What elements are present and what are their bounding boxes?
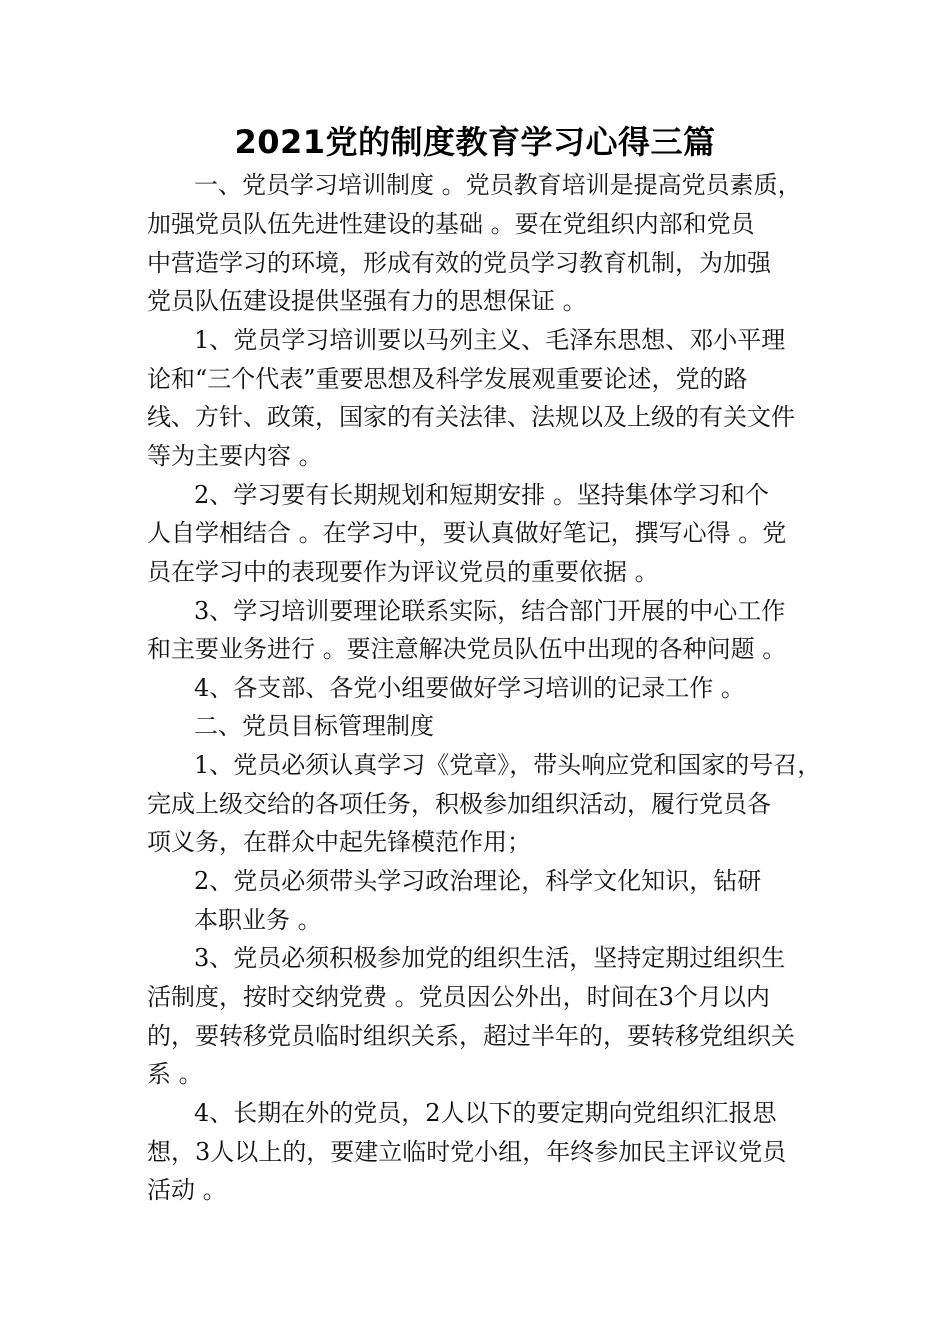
- body-line: 4、长期在外的党员，2人以下的要定期向党组织汇报思: [194, 1099, 777, 1127]
- body-line: 一、党员学习培训制度 。党员教育培训是提高党员素质，: [194, 171, 802, 199]
- body-line: 项义务，在群众中起先锋模范作用；: [147, 828, 531, 856]
- body-line: 1、党员学习培训要以马列主义、毛泽东思想、邓小平理: [194, 326, 786, 354]
- body-line: 论和“三个代表”重要思想及科学发展观重要论述，党的路: [147, 365, 748, 393]
- body-line: 党员队伍建设提供坚强有力的思想保证 。: [147, 287, 587, 315]
- body-line: 4、各支部、各党小组要做好学习培训的记录工作 。: [194, 674, 745, 702]
- body-line: 中营造学习的环境，形成有效的党员学习教育机制，为加强: [147, 249, 771, 277]
- body-line: 的，要转移党员临时组织关系，超过半年的，要转移党组织关: [147, 1022, 795, 1050]
- body-line: 活动 。: [147, 1176, 227, 1204]
- body-line: 加强党员队伍先进性建设的基础 。要在党组织内部和党员: [147, 210, 755, 238]
- body-line: 活制度，按时交纳党费 。党员因公外出，时间在3个月以内: [147, 983, 770, 1011]
- body-line: 3、党员必须积极参加党的组织生活，坚持定期过组织生: [194, 944, 786, 972]
- body-line: 系 。: [147, 1060, 203, 1088]
- body-line: 3、学习培训要理论联系实际，结合部门开展的中心工作: [194, 597, 786, 625]
- body-line: 线、方针、政策，国家的有关法律、法规以及上级的有关文件: [147, 403, 795, 431]
- body-line: 2、党员必须带头学习政治理论，科学文化知识，钻研: [194, 867, 762, 895]
- body-line: 想，3人以上的，要建立临时党小组，年终参加民主评议党员: [147, 1138, 787, 1166]
- body-line: 2、学习要有长期规划和短期安排 。坚持集体学习和个: [194, 481, 769, 509]
- body-line: 完成上级交给的各项任务，积极参加组织活动，履行党员各: [147, 790, 771, 818]
- body-line: 员在学习中的表现要作为评议党员的重要依据 。: [147, 558, 659, 586]
- body-line: 本职业务 。: [194, 906, 322, 934]
- body-line: 人自学相结合 。在学习中，要认真做好笔记，撰写心得 。党: [147, 519, 787, 547]
- document-title: 2021党的制度教育学习心得三篇: [234, 123, 716, 161]
- section-heading: 二、党员目标管理制度: [194, 712, 434, 740]
- body-line: 和主要业务进行 。要注意解决党员队伍中出现的各种问题 。: [147, 635, 787, 663]
- body-line: 等为主要内容 。: [147, 442, 323, 470]
- body-line: 1、党员必须认真学习《党章》，带头响应党和国家的号召，: [194, 751, 822, 779]
